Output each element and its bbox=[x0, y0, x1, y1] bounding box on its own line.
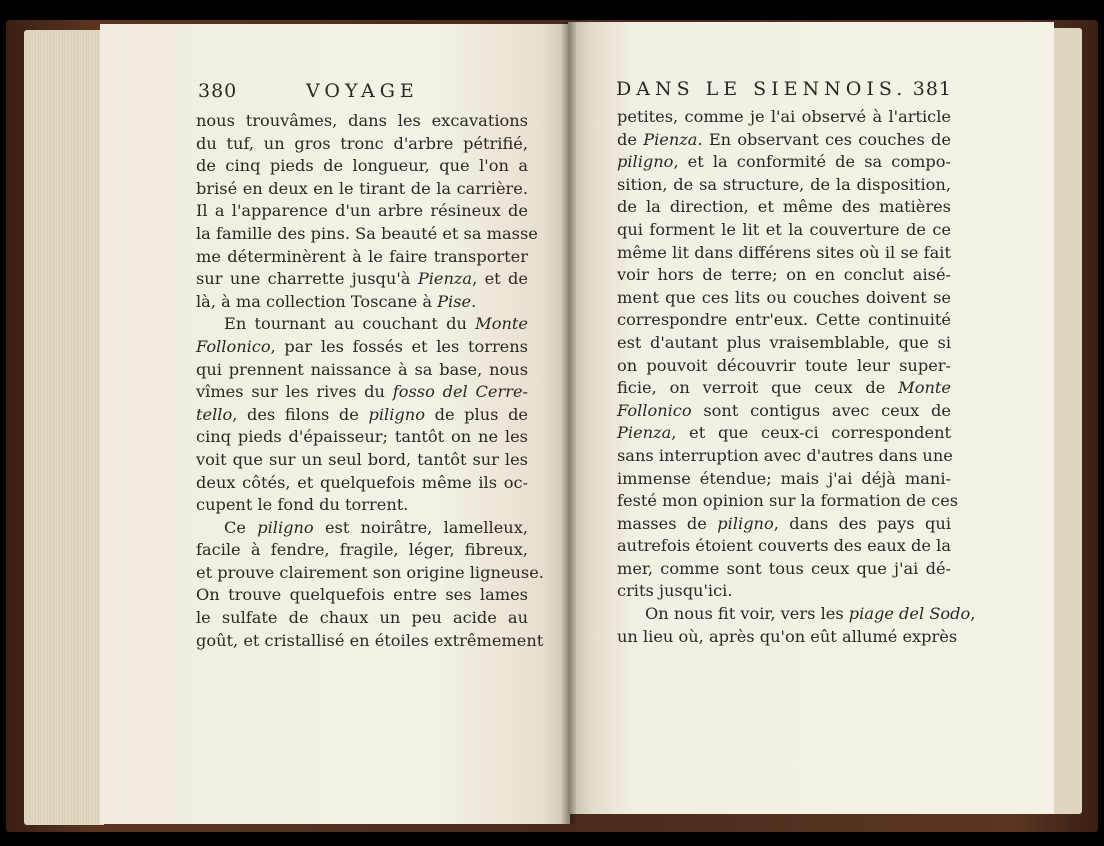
text-segment: même lit dans différens sites où il se fait bbox=[617, 242, 951, 262]
text-line bbox=[196, 494, 528, 517]
italic-text: fosso del Cerre- bbox=[392, 382, 529, 402]
text-segment: sition, de sa structure, de la disposition, bbox=[617, 174, 951, 194]
text-segment: On trouve quelquefois entre ses lames bbox=[196, 585, 528, 605]
right-page bbox=[568, 22, 1054, 814]
italic-text: Pienza bbox=[417, 269, 473, 289]
text-line bbox=[196, 268, 528, 291]
text-segment: goût, et cristallisé en étoiles extrêmement bbox=[196, 630, 544, 650]
text-segment: sans interruption avec d'autres dans une bbox=[617, 445, 953, 465]
text-line bbox=[196, 359, 528, 382]
text-segment: voit que sur un seul bord, tantôt sur les bbox=[196, 449, 528, 469]
text-line bbox=[196, 246, 528, 269]
text-segment: deux côtés, et quelquefois même ils oc- bbox=[196, 472, 528, 492]
text-line bbox=[617, 445, 951, 468]
text-line bbox=[196, 426, 528, 449]
book-gutter bbox=[562, 22, 576, 824]
text-line bbox=[617, 580, 951, 603]
text-line bbox=[617, 513, 951, 536]
text-line bbox=[196, 584, 528, 607]
text-line bbox=[617, 287, 951, 310]
text-segment: . bbox=[471, 291, 477, 311]
text-segment: là, à ma collection Toscane à bbox=[196, 291, 438, 311]
right-page-text bbox=[617, 106, 976, 648]
text-segment: facile à fendre, fragile, léger, fibreux, bbox=[196, 540, 528, 560]
text-line bbox=[617, 558, 951, 581]
text-segment: , bbox=[970, 604, 976, 624]
left-page-edges bbox=[24, 30, 104, 825]
text-line bbox=[196, 404, 528, 427]
text-line bbox=[617, 196, 951, 219]
italic-text: Pienza bbox=[617, 423, 672, 443]
text-line bbox=[617, 468, 951, 491]
text-segment: vîmes sur les rives du bbox=[196, 382, 393, 402]
text-line bbox=[196, 539, 528, 562]
text-line bbox=[196, 630, 544, 653]
text-segment: sont contigus avec ceux de bbox=[691, 400, 951, 420]
text-line bbox=[617, 332, 951, 355]
text-line bbox=[196, 381, 528, 404]
text-segment: de bbox=[617, 129, 644, 149]
text-segment: de cinq pieds de longueur, que l'on a bbox=[196, 156, 528, 176]
text-line bbox=[196, 133, 528, 156]
text-segment: festé mon opinion sur la formation de ces bbox=[617, 491, 959, 511]
text-line bbox=[617, 422, 951, 445]
text-line bbox=[617, 151, 951, 174]
italic-text: tello bbox=[196, 404, 233, 424]
text-segment: le sulfate de chaux un peu acide au bbox=[196, 608, 528, 628]
italic-text: Monte bbox=[898, 378, 951, 398]
text-line bbox=[617, 626, 958, 649]
italic-text: piligno bbox=[257, 517, 314, 537]
text-segment: on pouvoit découvrir toute leur super- bbox=[617, 355, 951, 375]
italic-text: Follonico bbox=[196, 336, 271, 356]
text-line bbox=[196, 336, 528, 359]
text-segment: qui prennent naissance à sa base, nous bbox=[196, 359, 528, 379]
text-segment: . En observant ces couches de bbox=[697, 129, 951, 149]
text-line bbox=[617, 106, 951, 129]
text-segment: ficie, on verroit que ceux de bbox=[617, 378, 899, 398]
text-line bbox=[196, 223, 538, 246]
text-line bbox=[196, 562, 544, 585]
text-segment: , et de bbox=[472, 269, 528, 289]
text-segment: crits jusqu'ici. bbox=[617, 581, 733, 601]
text-segment: cinq pieds d'épaisseur; tantôt on ne les bbox=[196, 427, 528, 447]
text-line bbox=[196, 291, 528, 314]
text-segment: brisé en deux en le tirant de la carrière. bbox=[196, 178, 528, 198]
text-line bbox=[617, 174, 951, 197]
text-segment: correspondre entr'eux. Cette continuité bbox=[617, 310, 951, 330]
page-number: 380 bbox=[198, 80, 238, 102]
text-line bbox=[196, 517, 528, 540]
text-segment: Il a l'apparence d'un arbre résineux de bbox=[196, 201, 528, 221]
left-page-header bbox=[198, 80, 538, 110]
text-line bbox=[617, 603, 976, 626]
text-line bbox=[196, 110, 528, 133]
text-segment: sur une charrette jusqu'à bbox=[196, 269, 418, 289]
text-segment: , et la conformité de sa compo- bbox=[673, 152, 951, 172]
text-segment: est d'autant plus vraisemblable, que si bbox=[617, 332, 951, 352]
text-segment: En tournant au couchant du bbox=[224, 314, 476, 334]
italic-text: piage del Sodo bbox=[848, 604, 971, 624]
text-line bbox=[196, 200, 528, 223]
text-line bbox=[617, 309, 951, 332]
text-segment: un lieu où, après qu'on eût allumé exprès bbox=[617, 626, 958, 646]
text-segment: voir hors de terre; on en conclut aisé- bbox=[617, 265, 951, 285]
text-line bbox=[196, 155, 528, 178]
text-segment: , dans des pays qui bbox=[773, 513, 951, 533]
right-page-edges bbox=[1052, 28, 1082, 814]
text-segment: On nous fit voir, vers les bbox=[645, 604, 849, 624]
text-line bbox=[617, 264, 951, 287]
running-head: DANS LE SIENNOIS. bbox=[616, 78, 908, 100]
italic-text: piligno bbox=[617, 152, 674, 172]
text-line bbox=[617, 400, 951, 423]
text-segment: de plus de bbox=[424, 404, 529, 424]
text-line bbox=[617, 490, 959, 513]
text-line bbox=[196, 472, 528, 495]
text-segment: est noirâtre, lamelleux, bbox=[313, 517, 528, 537]
italic-text: Pienza bbox=[643, 129, 698, 149]
text-segment: petites, comme je l'ai observé à l'article bbox=[617, 107, 951, 126]
text-line bbox=[196, 178, 528, 201]
text-segment: et prouve clairement son origine ligneuse. bbox=[196, 562, 544, 582]
text-line bbox=[617, 355, 951, 378]
left-page bbox=[100, 24, 570, 824]
right-page-header bbox=[616, 78, 952, 108]
text-line bbox=[196, 607, 528, 630]
italic-text: piligno bbox=[717, 513, 774, 533]
text-segment: du tuf, un gros tronc d'arbre pétrifié, bbox=[196, 133, 528, 153]
text-line bbox=[617, 129, 951, 152]
text-segment: , des filons de bbox=[232, 404, 369, 424]
text-segment: masses de bbox=[617, 513, 718, 533]
text-segment: qui forment le lit et la couverture de ce bbox=[617, 219, 951, 239]
page-number: 381 bbox=[912, 78, 952, 100]
running-head: VOYAGE bbox=[306, 80, 419, 102]
text-segment: nous trouvâmes, dans les excavations bbox=[196, 111, 528, 130]
text-segment: la famille des pins. Sa beauté et sa masse bbox=[196, 223, 538, 243]
text-segment: , et que ceux-ci correspondent bbox=[671, 423, 951, 443]
left-page-text bbox=[196, 110, 544, 652]
text-segment: immense étendue; mais j'ai déjà mani- bbox=[617, 468, 951, 488]
text-segment: ment que ces lits ou couches doivent se bbox=[617, 287, 951, 307]
text-line bbox=[617, 219, 951, 242]
text-segment: Ce bbox=[224, 517, 258, 537]
text-segment: mer, comme sont tous ceux que j'ai dé- bbox=[617, 558, 951, 578]
text-segment: me déterminèrent à le faire transporter bbox=[196, 246, 528, 266]
text-segment: cupent le fond du torrent. bbox=[196, 495, 409, 515]
text-line bbox=[617, 242, 951, 265]
text-line bbox=[617, 377, 951, 400]
italic-text: Follonico bbox=[617, 400, 692, 420]
text-segment: , par les fossés et les torrens bbox=[270, 336, 528, 356]
italic-text: piligno bbox=[368, 404, 425, 424]
text-segment: de la direction, et même des matières bbox=[617, 197, 951, 217]
text-line bbox=[617, 535, 951, 558]
text-line bbox=[196, 313, 528, 336]
text-segment: autrefois étoient couverts des eaux de la bbox=[617, 536, 951, 556]
text-line bbox=[196, 449, 528, 472]
italic-text: Monte bbox=[475, 314, 528, 334]
italic-text: Pise bbox=[437, 291, 472, 311]
